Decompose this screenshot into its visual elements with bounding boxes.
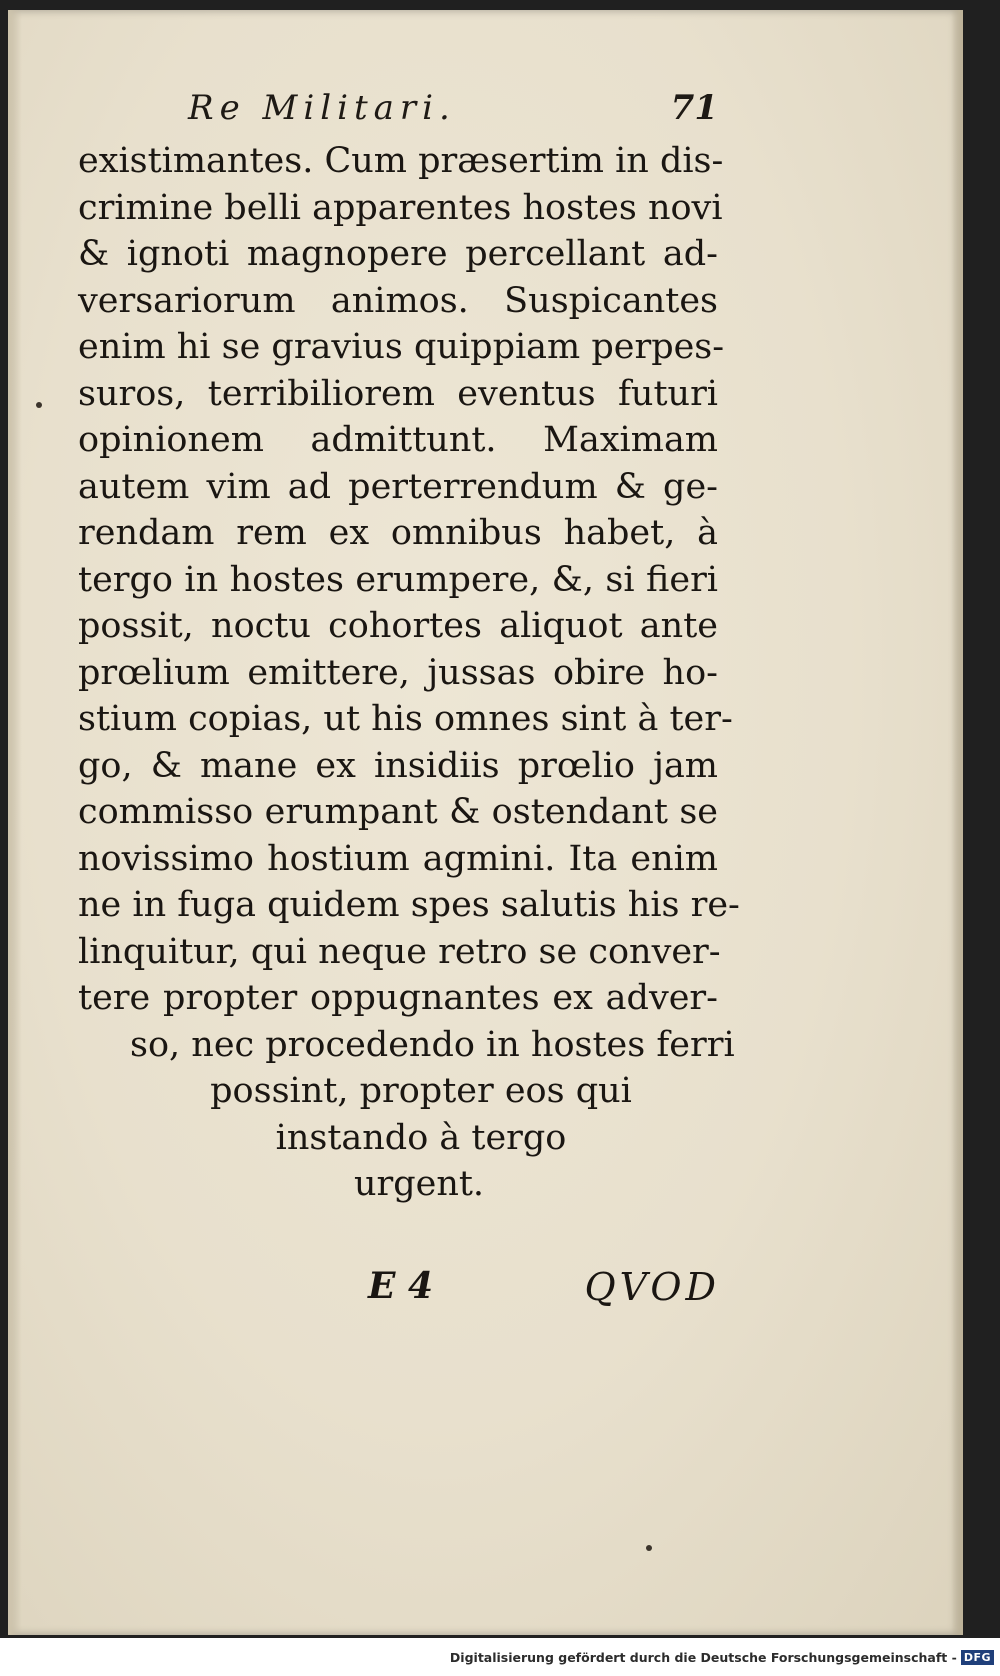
text-line: crimine belli apparentes hostes novi (78, 187, 723, 228)
text-line: ne in fuga quidem spes salutis his re- (78, 885, 740, 925)
text-line: possit, noctu cohortes aliquot ante (78, 606, 718, 646)
body-text (78, 138, 740, 1208)
text-line: so, nec procedendo in hostes ferri (130, 1024, 735, 1065)
signature-mark: E 4 (368, 1265, 434, 1307)
text-line: go, & mane ex insidiis prœlio jam (78, 745, 718, 786)
text-line: existimantes. Cum præsertim in dis- (78, 141, 724, 181)
book-page (8, 10, 963, 1635)
text-line: versariorum animos. Suspicantes (78, 280, 718, 321)
text-line: stium copias, ut his omnes sint à ter- (78, 699, 733, 739)
text-line: possint, propter eos qui (210, 1071, 632, 1111)
page-number: 71 (670, 88, 718, 128)
ink-speck (36, 402, 42, 408)
text-line: urgent. (353, 1164, 485, 1204)
text-line: suros, terribiliorem eventus futuri (78, 373, 718, 414)
dfg-logo: DFG (961, 1650, 994, 1665)
text-line: commisso erumpant & ostendant se (78, 792, 718, 832)
text-line: linquitur, qui neque retro se conver- (78, 931, 721, 972)
banner-text: Digitalisierung gefördert durch die Deutsche Forschungsgemeinschaft - (449, 1649, 957, 1665)
text-line: enim hi se gravius quippiam perpes- (78, 327, 725, 367)
digitization-banner (0, 1638, 1000, 1676)
catchword: QVOD (584, 1265, 720, 1309)
ink-speck (646, 1545, 652, 1551)
text-line: rendam rem ex omnibus habet, à (78, 513, 718, 553)
text-line: autem vim ad perterrendum & ge- (78, 466, 718, 507)
text-line: prœlium emittere, jussas obire ho- (78, 652, 718, 693)
text-line: opinionem admittunt. Maximam (78, 420, 718, 460)
running-title: Re Militari. (188, 88, 456, 128)
text-line: tere propter oppugnantes ex adver- (78, 978, 718, 1018)
text-line: novissimo hostium agmini. Ita enim (78, 838, 718, 879)
text-line: instando à tergo (275, 1117, 567, 1158)
text-line: & ignoti magnopere percellant ad- (78, 234, 718, 274)
text-line: tergo in hostes erumpere, &, si fieri (78, 559, 718, 600)
page-header (158, 88, 718, 132)
